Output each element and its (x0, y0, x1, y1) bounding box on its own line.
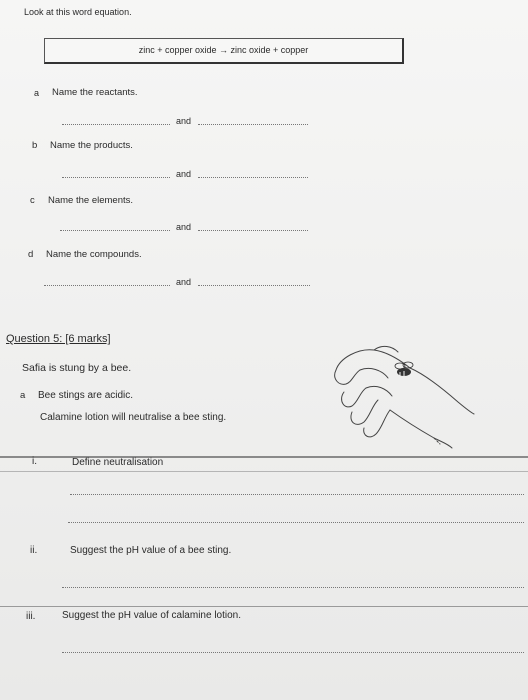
calamine-text: Calamine lotion will neutralise a bee sting. (40, 412, 227, 423)
question-stem: Safia is stung by a bee. (22, 362, 132, 374)
part-b-prompt: Name the products. (50, 140, 133, 151)
answer-line-d1[interactable] (44, 285, 170, 286)
part-b-letter: b (32, 140, 38, 151)
answer-line-i1[interactable] (70, 494, 524, 495)
answer-line-a2[interactable] (198, 124, 308, 125)
part-d-letter: d (28, 249, 34, 260)
bee-icon (395, 362, 413, 376)
bee-sting-acidic-text: Bee stings are acidic. (38, 390, 134, 401)
divider-under-i (0, 471, 528, 472)
part-a-letter: a (34, 88, 40, 98)
answer-line-ii[interactable] (62, 587, 524, 588)
part-d-prompt: Name the compounds. (46, 249, 142, 260)
answer-line-i2[interactable] (68, 522, 524, 523)
answer-line-iii[interactable] (62, 652, 524, 653)
intro-text: Look at this word equation. (24, 7, 132, 17)
divider-iii (0, 606, 528, 607)
subpart-ii-numeral: ii. (30, 545, 38, 556)
question-heading: Question 5: [6 marks] (6, 333, 111, 345)
subpart-i-prompt: Define neutralisation (72, 457, 164, 468)
subpart-iii-numeral: iii. (26, 611, 36, 622)
part-c-prompt: Name the elements. (48, 195, 134, 206)
answer-line-c1[interactable] (60, 230, 170, 231)
part-d-and: and (176, 277, 192, 287)
part-c-and: and (176, 222, 192, 232)
part-a-label: a (20, 390, 26, 401)
subpart-iii-prompt: Suggest the pH value of calamine lotion. (62, 610, 241, 621)
subpart-i-numeral: i. (32, 456, 37, 467)
answer-line-b2[interactable] (198, 177, 308, 178)
part-b-and: and (176, 169, 192, 179)
hand-with-bee-illustration (330, 340, 480, 450)
answer-line-a1[interactable] (62, 124, 170, 125)
answer-line-b1[interactable] (62, 177, 170, 178)
part-c-letter: c (30, 195, 35, 206)
subpart-ii-prompt: Suggest the pH value of a bee sting. (70, 545, 232, 556)
part-a-prompt: Name the reactants. (52, 87, 138, 98)
word-equation: zinc + copper oxide → zinc oxide + copper (138, 45, 309, 55)
answer-line-d2[interactable] (198, 285, 310, 286)
word-equation-box (44, 38, 404, 64)
part-a-and: and (176, 116, 192, 126)
answer-line-c2[interactable] (198, 230, 308, 231)
